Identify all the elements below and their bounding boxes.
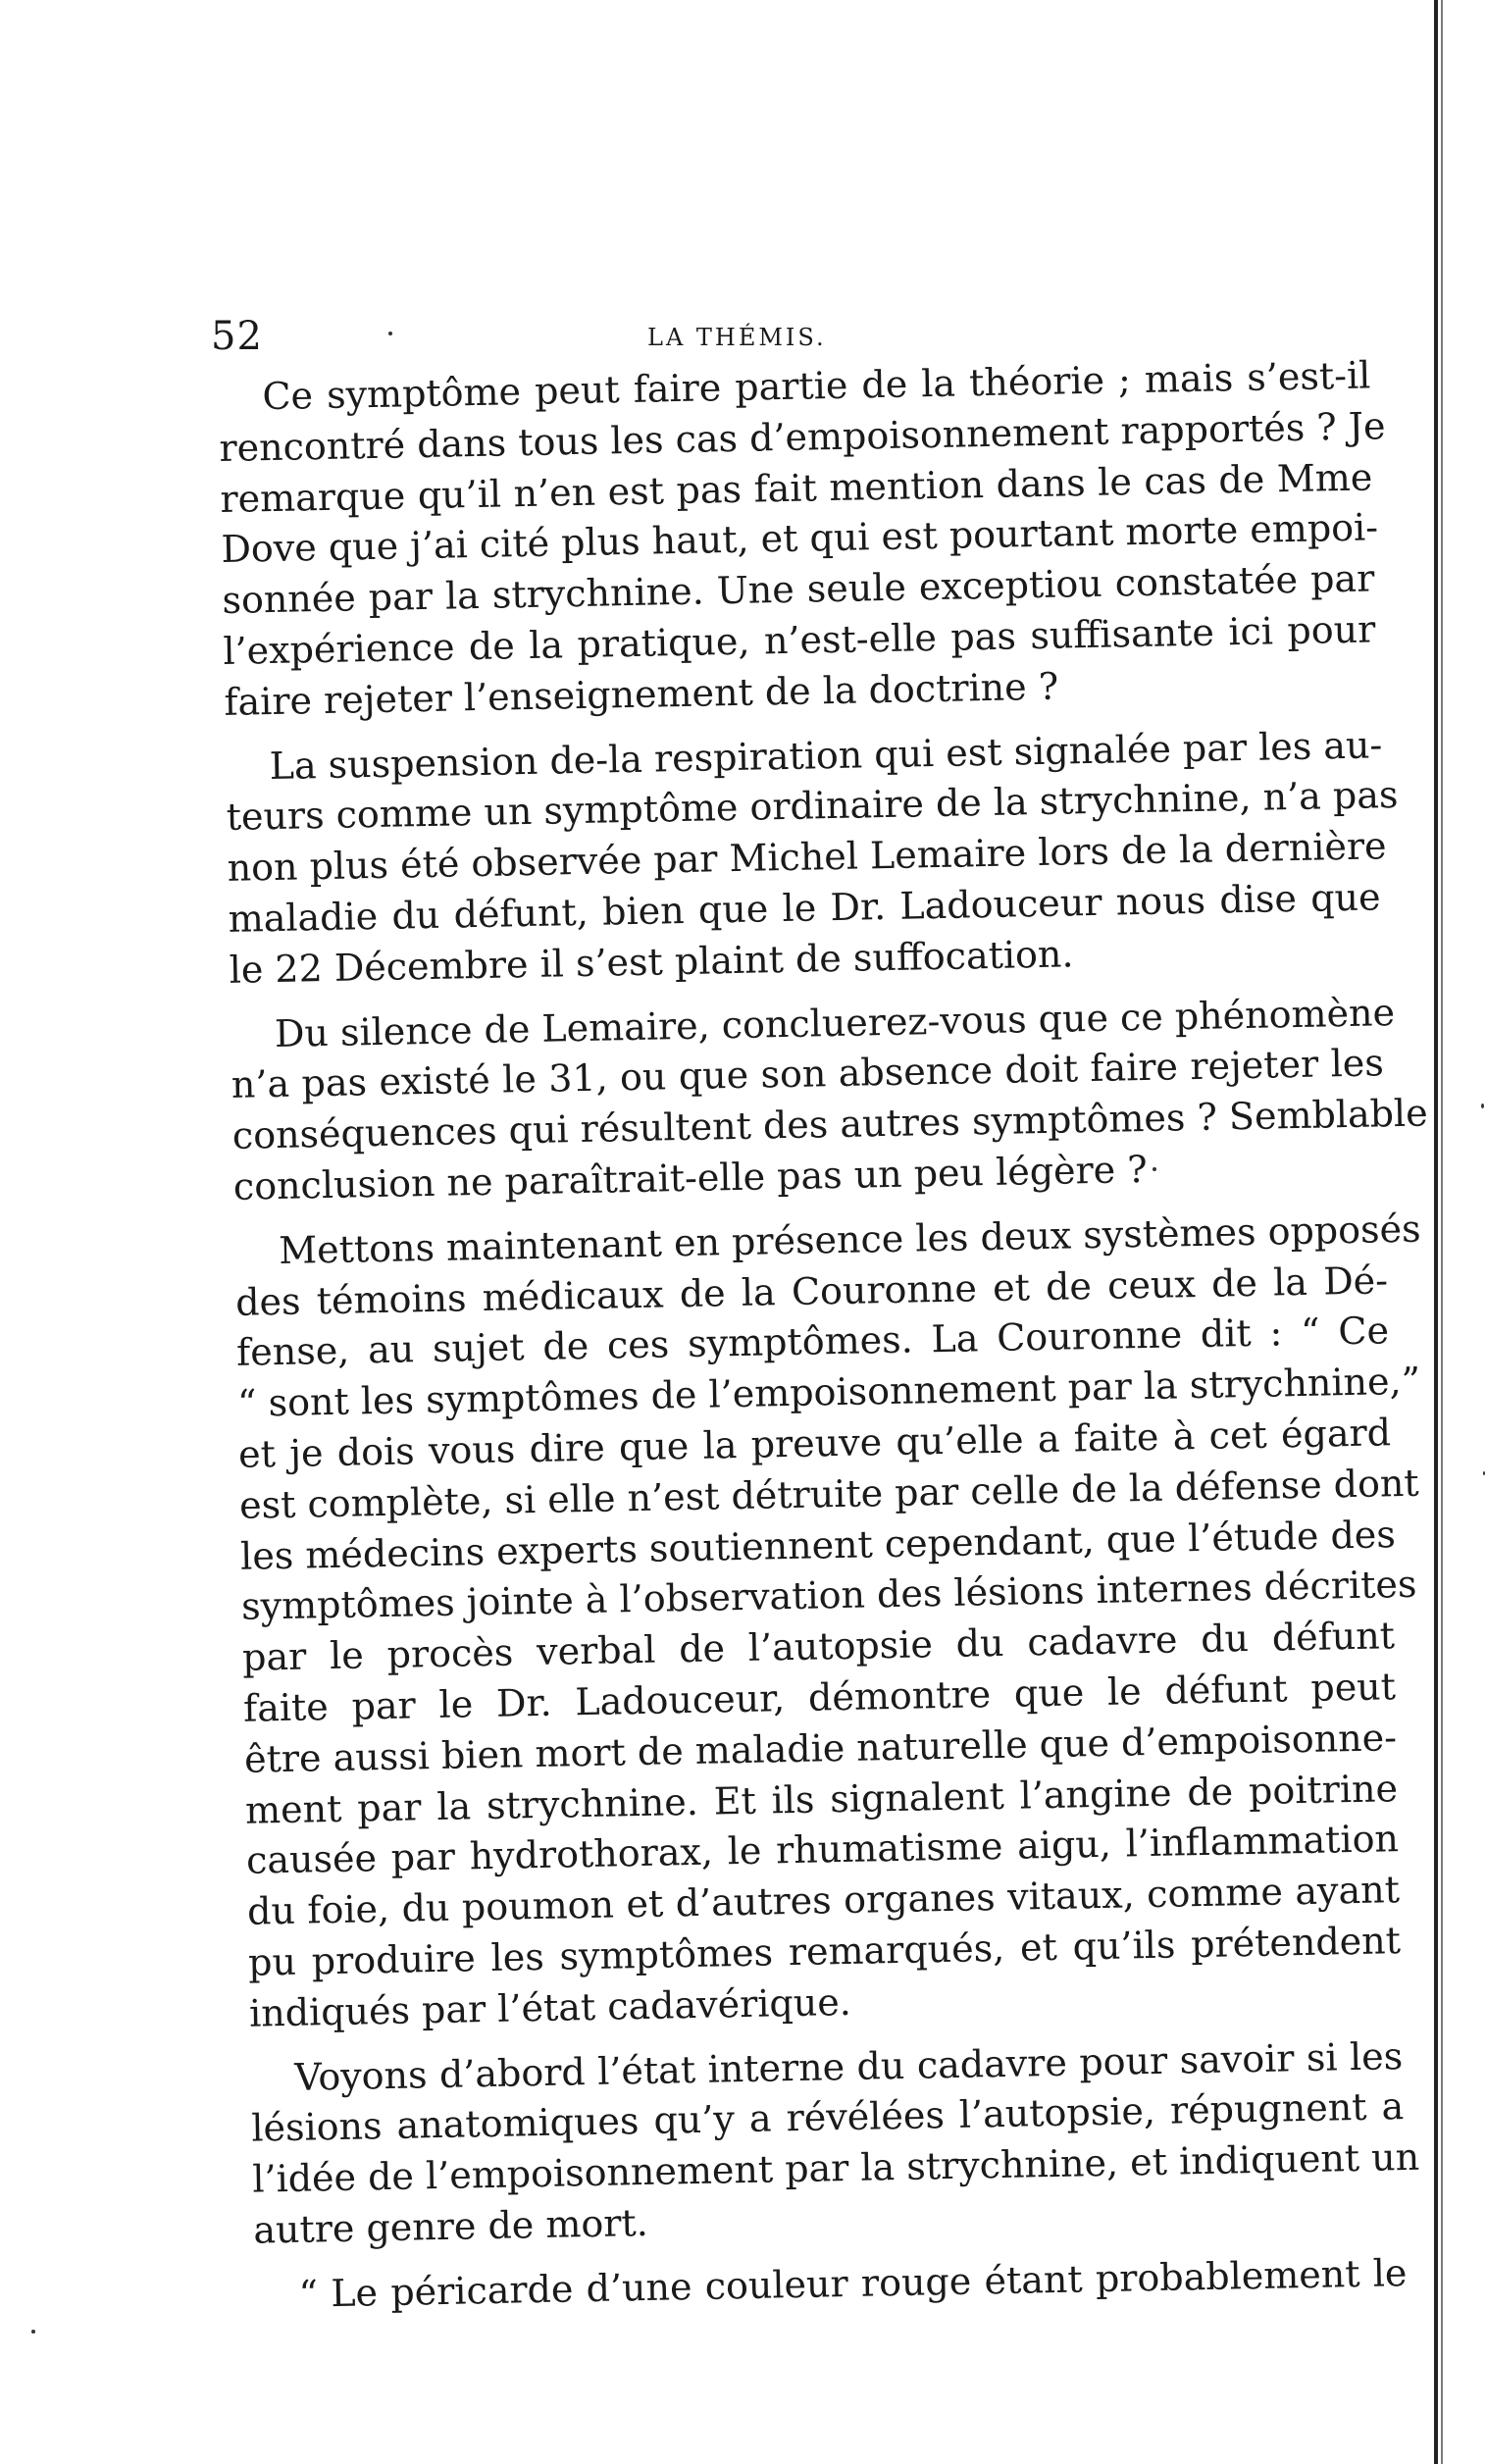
paragraph [234,1205,1421,2039]
scan-speck [1481,1104,1484,1108]
text-line: causée par hydrothorax, le rhumatisme aigu, l’inflammation [245,1817,1400,1883]
scan-speck [31,2330,35,2334]
text-line: et je dois vous dire que la preuve qu’elle a faite à cet égard [237,1411,1392,1476]
text-line: Du silence de Lemaire, concluerez-vous que ce phénomène [274,990,1396,1055]
text-line: “ sont les symptômes de l’empoisonnement par la strychnine,” [236,1359,1421,1425]
text-line: conséquences qui résultent des autres symptômes ? Semblable [231,1091,1428,1158]
paragraph [218,350,1386,728]
text-line: “ Le péricarde d’une couleur rouge étant probablement le [298,2250,1408,2316]
scan-speck [388,332,392,335]
text-line: sonnée par la strychnine. Une seule exceptiou constatée par [222,556,1375,623]
text-line: maladie du défunt, bien que le Dr. Ladouceur nous dise que [228,875,1381,941]
text-line: lésions anatomiques qu’y a révélées l’autopsie, répugnent a [250,2084,1405,2150]
binding-edge-rule [1434,0,1438,2464]
text-line: autre genre de mort. [252,2200,649,2252]
paragraph [250,2031,1420,2257]
page-number: 52 [211,314,263,359]
paragraph [230,988,1428,1213]
scan-speck [1153,1167,1156,1171]
text-line: ment par la strychnine. Et ils signalent l’angine de poitrine [244,1766,1399,1832]
running-title: LA THÉMIS. [647,324,827,351]
scan-speck [1483,1471,1485,1475]
text-line: des témoins médicaux de la Couronne et de ceux de la Dé- [234,1258,1389,1324]
text-line: du foie, du poumon et d’autres organes vitaux, comme ayant [246,1868,1401,1933]
text-line: le 22 Décembre il s’est plaint de suffocation. [229,932,1074,992]
text-line: n’a pas existé le 31, ou que son absence doit faire rejeter les [231,1041,1385,1107]
text-line: rencontré dans tous les cas d’empoisonnement rapportés ? Je [219,403,1386,470]
text-line: est complète, si elle n’est détruite par celle de la défense dont [238,1461,1419,1527]
text-line: Ce symptôme peut faire partie de la théorie ; mais s’est-il [262,353,1371,419]
text-line: pu produire les symptômes remarqués, et qu’ils prétendent [247,1919,1402,1984]
binding-edge-rule-secondary [1441,0,1443,2464]
text-line: teurs comme un symptôme ordinaire de la strychnine, n’a pas [226,773,1399,840]
text-line: Mettons maintenant en présence les deux systèmes opposés [278,1206,1421,1272]
text-line: l’idée de l’empoisonnement par la strychnine, et indiquent un [251,2134,1420,2201]
text-line: Voyons d’abord l’état interne du cadavre pour savoir si les [293,2033,1404,2099]
text-line: l’expérience de la pratique, n’est-elle pas suffisante ici pour [223,607,1376,673]
text-line: être aussi bien mort de maladie naturelle que d’empoisonne- [243,1715,1398,1781]
text-line: Dove que j’ai cité plus haut, et qui est pourtant morte empoi- [221,505,1379,572]
paragraph [225,720,1399,996]
text-line: fense, au sujet de ces symptômes. La Couronne dit : “ Ce [235,1309,1390,1375]
right-page-margin [1443,0,1486,2464]
text-line: La suspension de-la respiration qui est signalée par les au- [269,722,1383,788]
text-line: conclusion ne paraîtrait-elle pas un peu légère ? [232,1147,1149,1208]
text-line: faite par le Dr. Ladouceur, démontre que le défunt peut [242,1665,1397,1730]
text-line: faire rejeter l’enseignement de la doctrine ? [224,664,1059,724]
text-line: remarque qu’il n’en est pas fait mention dans le cas de Mme [220,455,1373,521]
text-line: par le procès verbal de l’autopsie du cadavre du défunt [241,1614,1396,1679]
text-line: symptômes jointe à l’observation des lésions internes décrites [240,1563,1417,1629]
text-line: indiqués par l’état cadavérique. [248,1979,852,2035]
text-line: non plus été observée par Michel Lemaire lors de la dernière [227,824,1387,891]
body-text [218,350,1428,2321]
text-line: les médecins experts soutiennent cependant, que l’étude des [239,1512,1397,1578]
